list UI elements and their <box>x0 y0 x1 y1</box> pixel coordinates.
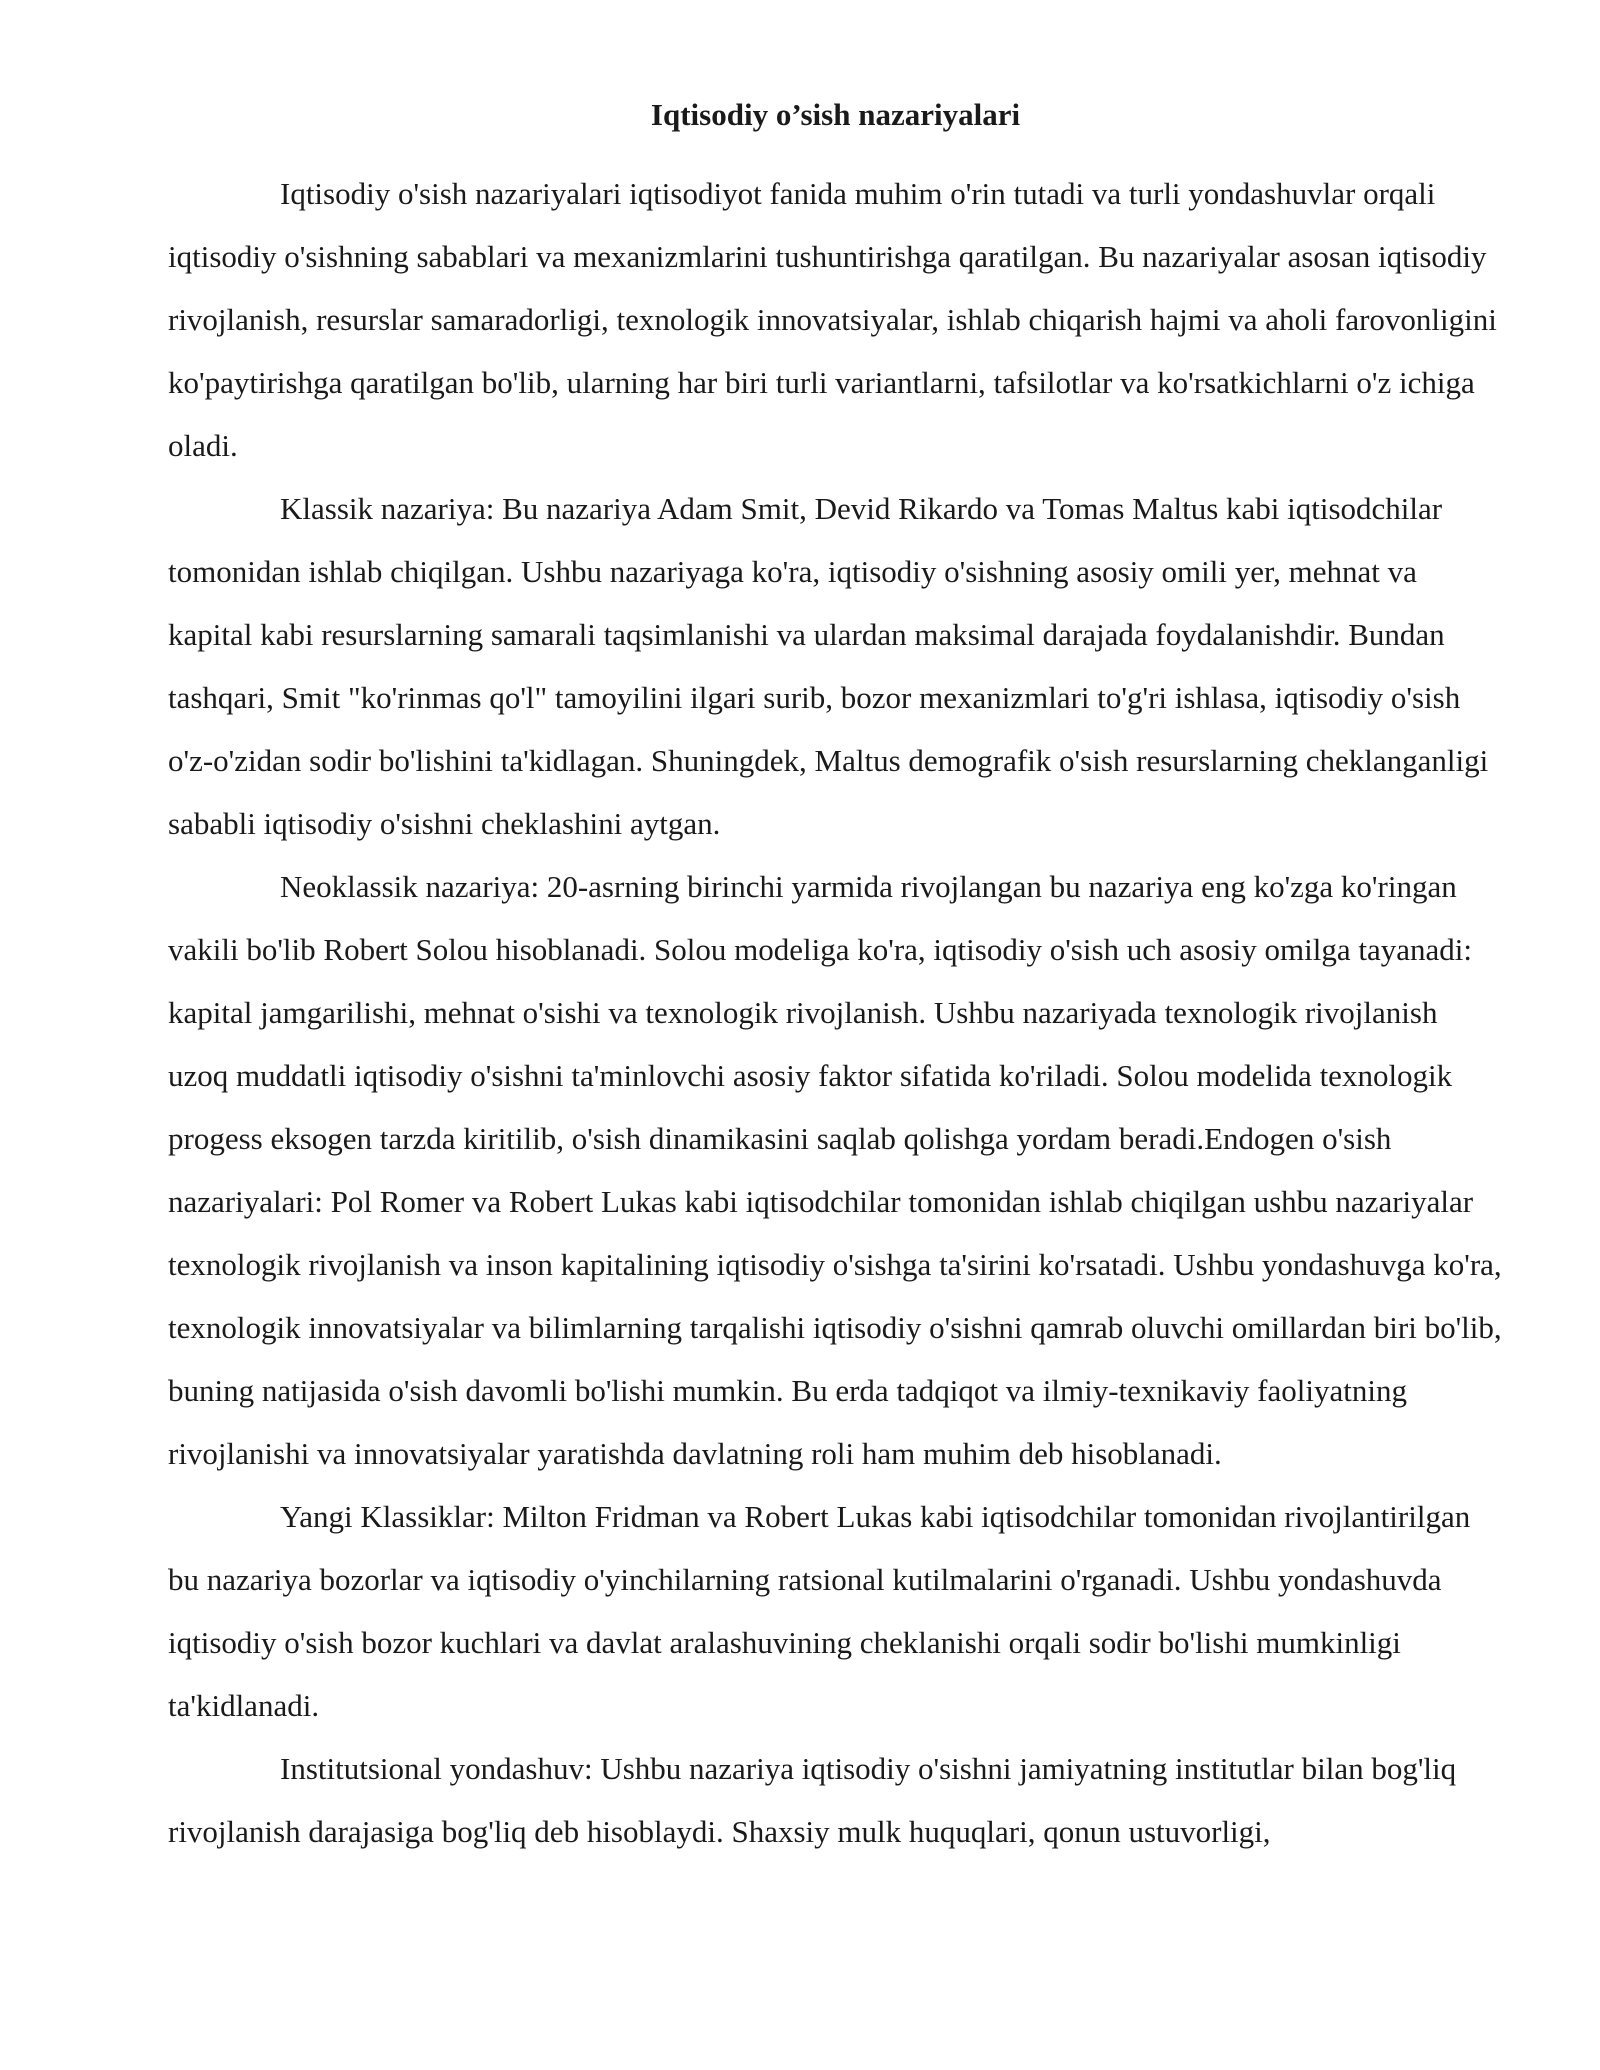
document-title: Iqtisodiy o’sish nazariyalari <box>650 97 1021 132</box>
paragraph-institutional-approach: Institutsional yondashuv: Ushbu nazariya iqtisodiy o'sishni jamiyatning institutlar bilan bog'liq rivojlanish darajasiga bog'liq deb hisoblaydi. Shaxsiy mulk huquqlari, qonun ustuvorligi, <box>168 1751 1457 1849</box>
paragraph-neoclassical-theory: Neoklassik nazariya: 20-asrning birinchi yarmida rivojlangan bu nazariya eng ko'zga ko'ringan vakili bo'lib Robert Solou hisoblanadi. Solou modeliga ko'ra, iqtisodiy o'sish uch asosiy omilga tayanadi: kapital jamgarilishi, mehnat o'sishi va texnologik rivojlanish. Ushbu nazariyada texnologik rivojlanish uzoq muddatli iqtisodiy o'sishni ta'minlovchi asosiy faktor sifatida ko'riladi. Solou modelida texnologik progess eksogen tarzda kiritilib, o'sish dinamikasini saqlab qolishga yordam beradi.Endogen o'sish nazariyalari: Pol Romer va Robert Lukas kabi iqtisodchilar tomonidan ishlab chiqilgan ushbu nazariyalar texnologik rivojlanish va inson kapitalining iqtisodiy o'sishga ta'sirini ko'rsatadi. Ushbu yondashuvga ko'ra, texnologik innovatsiyalar va bilimlarning tarqalishi iqtisodiy o'sishni qamrab oluvchi omillardan biri bo'lib, buning natijasida o'sish davomli bo'lishi mumkin. Bu erda tadqiqot va ilmiy-texnikaviy faoliyatning rivojlanishi va innovatsiyalar yaratishda davlatning roli ham muhim deb hisoblanadi. <box>168 869 1502 1471</box>
paragraph-classical-theory: Klassik nazariya: Bu nazariya Adam Smit, Devid Rikardo va Tomas Maltus kabi iqtisodchilar tomonidan ishlab chiqilgan. Ushbu nazariyaga ko'ra, iqtisodiy o'sishning asosiy omili yer, mehnat va kapital kabi resurslarning samarali taqsimlanishi va ulardan maksimal darajada foydalanishdir. Bundan tashqari, Smit "ko'rinmas qo'l" tamoyilini ilgari surib, bozor mexanizmlari to'g'ri ishlasa, iqtisodiy o'sish o'z-o'zidan sodir bo'lishini ta'kidlagan. Shuningdek, Maltus demografik o'sish resurslarning cheklanganligi sababli iqtisodiy o'sishni cheklashini aytgan. <box>168 491 1489 841</box>
paragraph-new-classicals: Yangi Klassiklar: Milton Fridman va Robert Lukas kabi iqtisodchilar tomonidan rivojlantirilgan bu nazariya bozorlar va iqtisodiy o'yinchilarning ratsional kutilmalarini o'rganadi. Ushbu yondashuvda iqtisodiy o'sish bozor kuchlari va davlat aralashuvining cheklanishi orqali sodir bo'lishi mumkinligi ta'kidlanadi. <box>168 1499 1471 1723</box>
paragraph-intro: Iqtisodiy o'sish nazariyalari iqtisodiyot fanida muhim o'rin tutadi va turli yondashuvlar orqali iqtisodiy o'sishning sabablari va mexanizmlarini tushuntirishga qaratilgan. Bu nazariyalar asosan iqtisodiy rivojlanish, resurslar samaradorligi, texnologik innovatsiyalar, ishlab chiqarish hajmi va aholi farovonligini ko'paytirishga qaratilgan bo'lib, ularning har biri turli variantlarni, tafsilotlar va ko'rsatkichlarni o'z ichiga oladi. <box>168 176 1497 463</box>
document-page <box>168 92 1503 1863</box>
